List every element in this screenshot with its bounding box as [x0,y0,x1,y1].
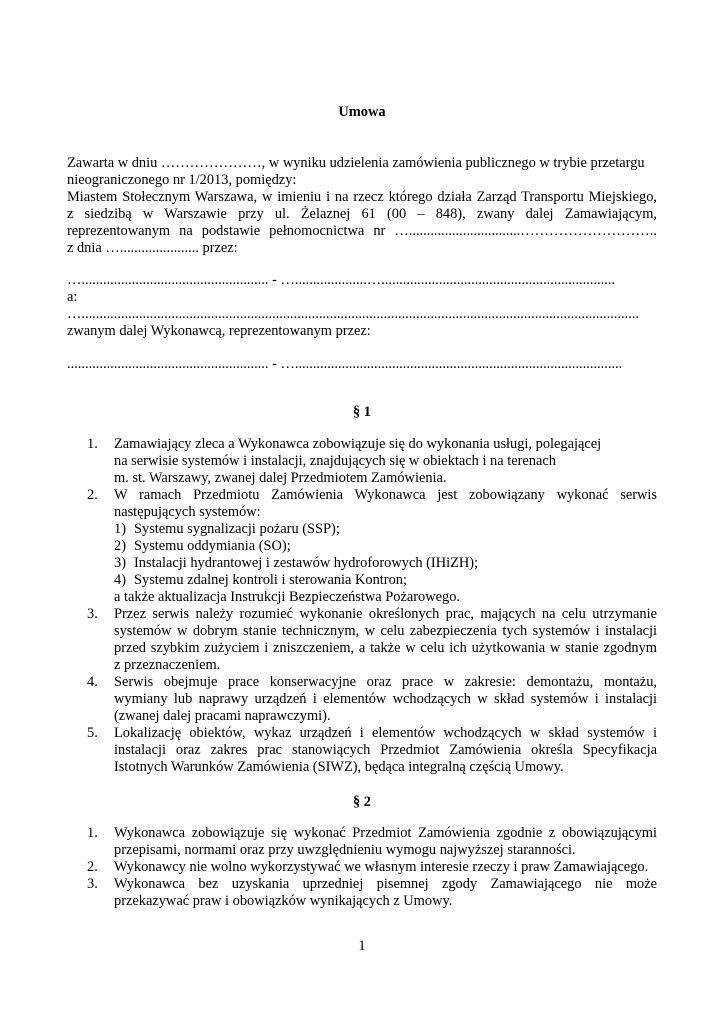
party-a-label: a: [67,289,78,305]
list-item: 1. Wykonawca zobowiązuje się wykonać Przedmiot Zamówienia zgodnie z obowiązującymi przepisami, normami oraz przy uwzględnieniu wymogu najwyższej staranności. [87,825,657,858]
section-2-heading: § 2 [353,794,371,810]
list-number: 3. [87,876,98,892]
document-page [67,0,657,1024]
list-item: 4. Serwis obejmuje prace konserwacyjne oraz prace w zakresie: demontażu, montażu, wymiany lub naprawy urządzeń i elementów wchodzących w skład systemów i instalacji (zwanej dalej pracami naprawczymi). [87,674,657,724]
contractor-intro: zwanym dalej Wykonawcą, reprezentowanym przez: [67,323,371,339]
preamble [67,155,657,257]
list-item: 3. Wykonawca bez uzyskania uprzedniej pisemnej zgody Zamawiającego nie może przekazywać praw i obowiązków wynikających z Umowy. [87,876,657,909]
list-number: 5. [87,725,98,741]
preamble-line: Miastem Stołecznym Warszawa, w imieniu i na rzecz którego działa Zarząd Transportu Miejskiego, [67,189,657,205]
section-1-list [67,436,657,776]
signature-line-2 [67,356,657,373]
document-title: Umowa [338,104,386,120]
list-number: 2. [87,487,98,503]
list-number: 2. [87,859,98,875]
preamble-line: z siedzibą w Warszawie przy ul. Żelaznej 61 (00 – 848), zwany dalej Zamawiającym, [67,206,657,222]
list-number: 3. [87,606,98,622]
sub-list-item: 3) Instalacji hydrantowej i zestawów hydroforowych (IHiZH); [114,555,479,571]
sub-list-item: 4) Systemu zdalnej kontroli i sterowania Kontron; [114,572,407,588]
preamble-line: z dnia …...................... przez: [67,240,238,256]
list-item: 3. Przez serwis należy rozumieć wykonanie określonych prac, mających na celu utrzymanie systemów w dobrym stanie technicznym, w celu zabezpieczenia tych systemów i instalacji przed szybkim zużyciem i zniszczeniem, a także w celu ich użytkowania w stanie zgodnym z przeznaczeniem. [87,606,657,673]
sub-list-item: 2) Systemu oddymiania (SO); [114,538,291,554]
preamble-line: reprezentowanym na podstawie pełnomocnictwa nr …...............................……………………….. [67,223,657,239]
list-item: 5. Lokalizację obiektów, wykaz urządzeń i elementów wchodzących w skład systemów i instalacji oraz zakres prac stanowiących Przedmiot Zamówienia określa Specyfikacja Istotnych Warunków Zamówienia (SIWZ), będąca integralną częścią Umowy. [87,725,657,775]
section-2-list [67,825,657,910]
preamble-line: nieograniczonego nr 1/2013, pomiędzy: [67,172,297,188]
preamble-line: Zawarta w dniu …………………, w wyniku udzielenia zamówienia publicznego w trybie przetargu [67,155,645,171]
sub-list-item: 1) Systemu sygnalizacji pożaru (SSP); [114,521,340,537]
list-number: 1. [87,825,98,841]
list-item: 2. Wykonawcy nie wolno wykorzystywać we własnym interesie rzeczy i praw Zamawiającego. [87,859,649,875]
section-1-heading: § 1 [353,404,371,420]
signature-dots: ........................................................ - …........................................................................................... [67,356,623,372]
list-number: 1. [87,436,98,452]
signature-line-1 [67,272,657,289]
party-a-line: …........................................................................................................................................................... [67,306,640,322]
page-number: 1 [358,938,366,954]
list-item: 1. Zamawiający zleca a Wykonawca zobowiązuje się do wykonania usługi, polegającej na serwisie systemów i instalacji, znajdujących się w obiektach i na terenach m. st. Warszawy, zwanej dalej Przedmiotem Zamówienia. [87,436,602,486]
signature-dots: ….................................................... - …....................…................................................................. [67,272,616,288]
list-number: 4. [87,674,98,690]
list-item: 2. W ramach Przedmiotu Zamówienia Wykonawca jest zobowiązany wykonać serwis następujących systemów: 1) Systemu sygnalizacji pożaru (SSP); 2) Systemu oddymiania (SO); 3) Instalacji hydrantowej i zestawów hydroforowych (IHiZH); 4) Systemu zdalnej kontroli i sterowania Kontron; a także aktualizacja Instrukcji Bezpieczeństwa Pożarowego. [87,487,657,605]
